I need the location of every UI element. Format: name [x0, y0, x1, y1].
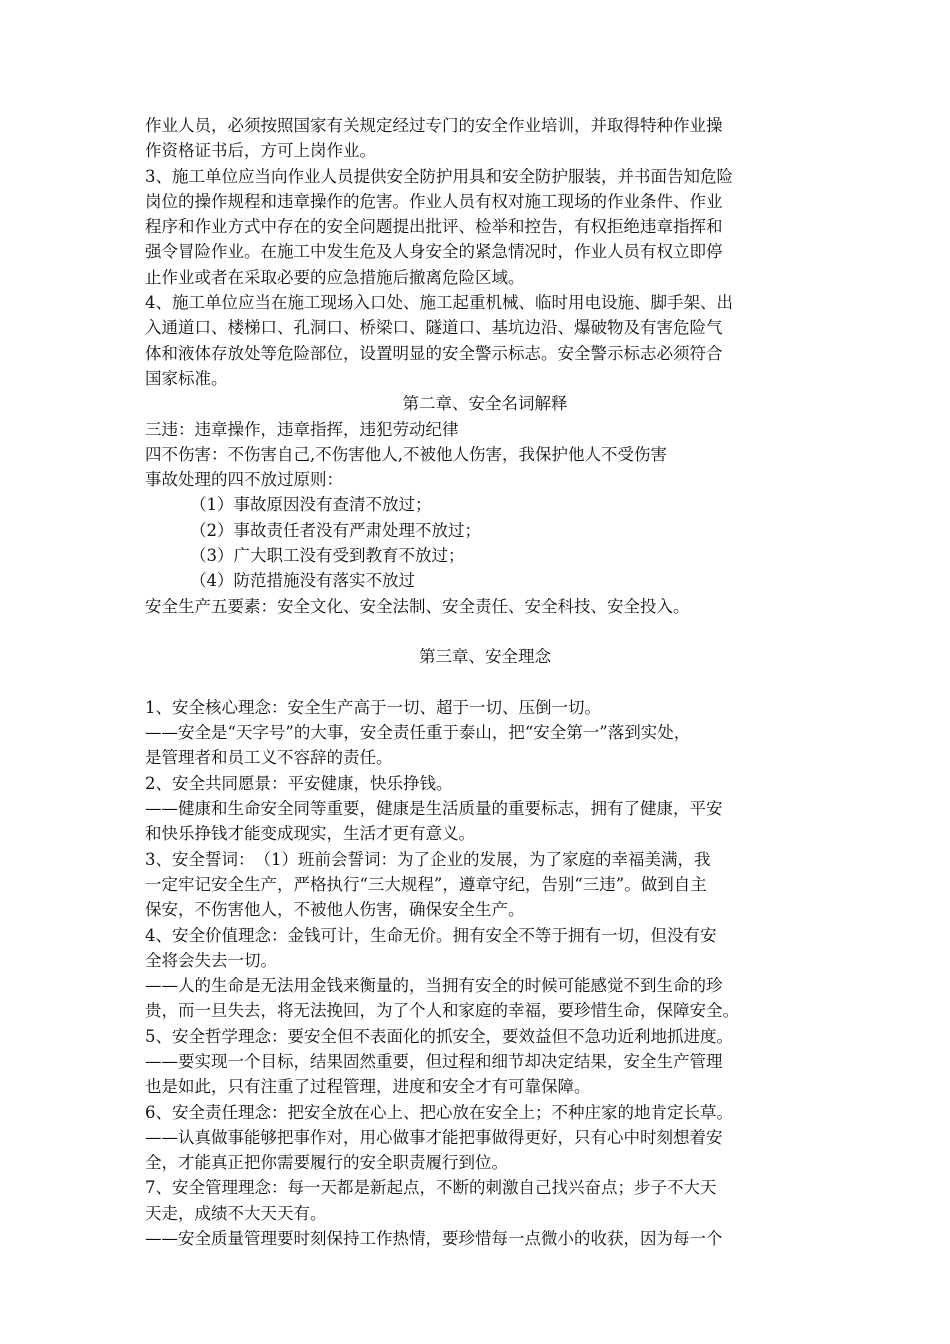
text-line: 体和液体存放处等危险部位，设置明显的安全警示标志。安全警示标志必须符合 — [145, 343, 723, 363]
text-line: 程序和作业方式中存在的安全问题提出批评、检举和控告，有权拒绝违章指挥和 — [145, 217, 723, 237]
text-line: 5、安全哲学理念：要安全但不表面化的抓安全，要效益但不急功近利地抓进度。 — [145, 1026, 733, 1046]
text-line: 1、安全核心理念：安全生产高于一切、超于一切、压倒一切。 — [145, 697, 601, 717]
text-line: 岗位的操作规程和违章操作的危害。作业人员有权对施工现场的作业条件、作业 — [145, 191, 723, 211]
text-line: 2、安全共同愿景：平安健康，快乐挣钱。 — [145, 773, 453, 793]
text-line: 4、施工单位应当在施工现场入口处、施工起重机械、临时用电设施、脚手架、出 — [145, 293, 733, 313]
text-line: ——人的生命是无法用金钱来衡量的，当拥有安全的时候可能感觉不到生命的珍 — [145, 976, 723, 996]
text-line: 国家标准。 — [145, 368, 228, 388]
text-line: 作业人员，必须按照国家有关规定经过专门的安全作业培训，并取得特种作业操 — [145, 116, 723, 135]
text-line: ——健康和生命安全同等重要，健康是生活质量的重要标志，拥有了健康，平安 — [145, 799, 723, 819]
document-page — [145, 113, 825, 1251]
text-line: 三违：违章操作，违章指挥，违犯劳动纪律 — [145, 419, 459, 439]
text-line: 3、安全誓词： （1）班前会誓词：为了企业的发展，为了家庭的幸福美满，我 — [145, 849, 711, 869]
text-line: ——安全质量管理要时刻保持工作热情，要珍惜每一点微小的收获，因为每一个 — [145, 1229, 723, 1249]
chapter-2-heading: 第二章、安全名词解释 — [402, 394, 568, 414]
text-line: 四不伤害：不伤害自己,不伤害他人,不被他人伤害，我保护他人不受伤害 — [145, 444, 667, 464]
list-item: （4）防范措施没有落实不放过 — [190, 571, 415, 591]
text-line: 7、安全管理理念：每一天都是新起点，不断的刺激自己找兴奋点；步子不大天 — [145, 1178, 717, 1198]
spacer — [145, 670, 825, 695]
text-line: 也是如此，只有注重了过程管理，进度和安全才有可靠保障。 — [145, 1077, 591, 1097]
text-line: 全将会失去一切。 — [145, 950, 277, 970]
text-line: 一定牢记安全生产，严格执行“三大规程”，遵章守纪，告别“三违”。做到自主 — [145, 874, 707, 894]
text-line: ——要实现一个目标，结果固然重要，但过程和细节却决定结果，安全生产管理 — [145, 1051, 723, 1071]
text-line: 和快乐挣钱才能变成现实，生活才更有意义。 — [145, 824, 475, 844]
text-line: 全，才能真正把你需要履行的安全职责履行到位。 — [145, 1153, 508, 1173]
text-line: ——安全是“天字号”的大事，安全责任重于泰山，把“安全第一”落到实处， — [145, 723, 691, 743]
text-line: 天走，成绩不大天天有。 — [145, 1203, 327, 1223]
text-line: 是管理者和员工义不容辞的责任。 — [145, 748, 393, 768]
text-line: 保安，不伤害他人，不被他人伤害，确保安全生产。 — [145, 900, 525, 920]
text-line: 6、安全责任理念：把安全放在心上、把心放在安全上；不种庄家的地肯定长草。 — [145, 1102, 733, 1122]
chapter-3-heading: 第三章、安全理念 — [419, 647, 551, 667]
spacer — [145, 619, 825, 644]
text-line: 止作业或者在采取必要的应急措施后撤离危险区域。 — [145, 267, 525, 287]
text-line: 3、施工单位应当向作业人员提供安全防护用具和安全防护服装，并书面告知危险 — [145, 166, 733, 186]
text-line: 入通道口、楼梯口、孔洞口、桥梁口、隧道口、基坑边沿、爆破物及有害危险气 — [145, 318, 723, 338]
text-line: 强令冒险作业。在施工中发生危及人身安全的紧急情况时，作业人员有权立即停 — [145, 242, 723, 262]
text-line: 作资格证书后，方可上岗作业。 — [145, 141, 376, 161]
list-item: （1）事故原因没有查清不放过； — [190, 495, 432, 515]
text-line: 事故处理的四不放过原则： — [145, 470, 343, 490]
text-line: 贵，而一旦失去，将无法挽回，为了个人和家庭的幸福，要珍惜生命，保障安全。 — [145, 1001, 739, 1021]
text-line: ——认真做事能够把事作对，用心做事才能把事做得更好，只有心中时刻想着安 — [145, 1127, 723, 1147]
text-line: 安全生产五要素：安全文化、安全法制、安全责任、安全科技、安全投入。 — [145, 596, 690, 616]
list-item: （2）事故责任者没有严肃处理不放过； — [190, 520, 481, 540]
text-line: 4、安全价值理念：金钱可计，生命无价。拥有安全不等于拥有一切，但没有安 — [145, 925, 717, 945]
list-item: （3）广大职工没有受到教育不放过； — [190, 546, 465, 566]
